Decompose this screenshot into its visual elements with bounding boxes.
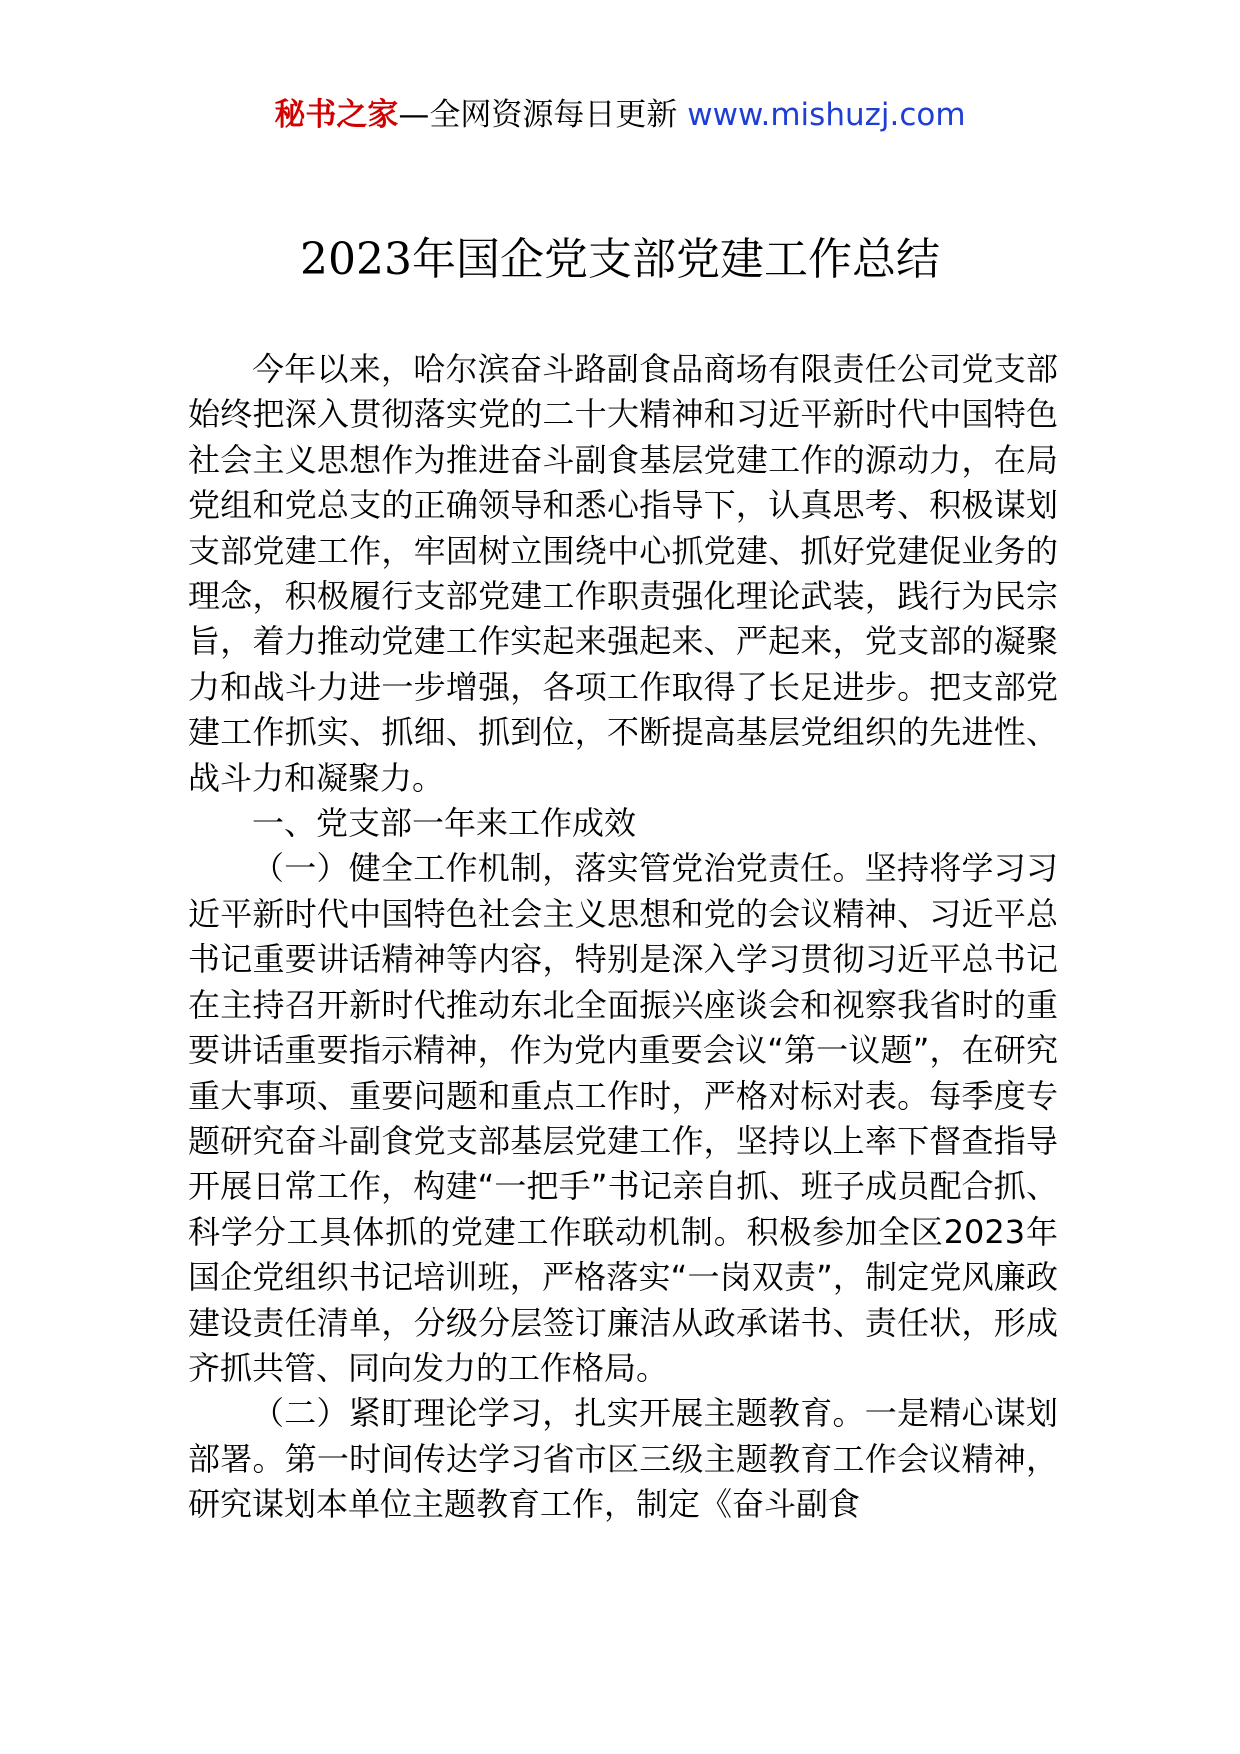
site-slogan: —全网资源每日更新	[398, 97, 678, 133]
site-header	[0, 90, 1240, 140]
subsection-paragraph-2: （二）紧盯理论学习，扎实开展主题教育。一是精心谋划部署。第一时间传达学习省市区三级主题教育工作会议精神，研究谋划本单位主题教育工作，制定《奋斗副食	[188, 1394, 1058, 1524]
document-title: 2023年国企党支部党建工作总结	[300, 234, 940, 285]
document-body	[188, 347, 1058, 1528]
subsection-paragraph-1: （一）健全工作机制，落实管党治党责任。坚持将学习习近平新时代中国特色社会主义思想和党的会议精神、习近平总书记重要讲话精神等内容，特别是深入学习贯彻习近平总书记在主持召开新时代推动东北全面振兴座谈会和视察我省时的重要讲话重要指示精神，作为党内重要会议“第一议题”，在研究重大事项、重要问题和重点工作时，严格对标对表。每季度专题研究奋斗副食党支部基层党建工作，坚持以上率下督查指导开展日常工作，构建“一把手”书记亲自抓、班子成员配合抓、科学分工具体抓的党建工作联动机制。积极参加全区2023年国企党组织书记培训班，严格落实“一岗双责”，制定党风廉政建设责任清单，分级分层签订廉洁从政承诺书、责任状，形成齐抓共管、同向发力的工作格局。	[188, 849, 1058, 1387]
site-brand: 秘书之家	[274, 97, 399, 133]
section-heading: 一、党支部一年来工作成效	[252, 804, 637, 843]
intro-paragraph: 今年以来，哈尔滨奋斗路副食品商场有限责任公司党支部始终把深入贯彻落实党的二十大精神和习近平新时代中国特色社会主义思想作为推进奋斗副食基层党建工作的源动力，在局党组和党总支的正确领导和悉心指导下，认真思考、积极谋划支部党建工作，牢固树立围绕中心抓党建、抓好党建促业务的理念，积极履行支部党建工作职责强化理论武装，践行为民宗旨，着力推动党建工作实起来强起来、严起来，党支部的凝聚力和战斗力进一步增强，各项工作取得了长足进步。把支部党建工作抓实、抓细、抓到位，不断提高基层党组织的先进性、战斗力和凝聚力。	[188, 350, 1058, 797]
site-url-link[interactable]: www.mishuzj.com	[687, 97, 966, 133]
